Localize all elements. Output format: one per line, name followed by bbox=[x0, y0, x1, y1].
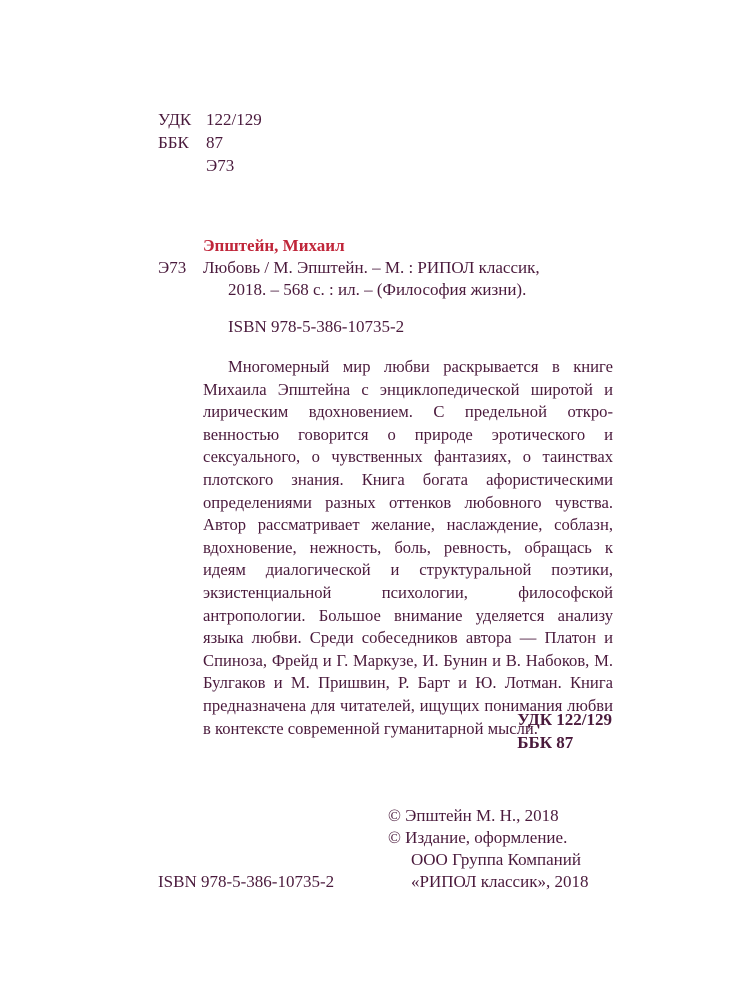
bib-line-1: Любовь / М. Эпштейн. – М. : РИПОЛ классик, bbox=[203, 258, 540, 277]
copyright-line-2: © Издание, оформление. bbox=[388, 828, 568, 847]
copyright-line-1: © Эпштейн М. Н., 2018 bbox=[388, 806, 559, 825]
bbk-row bbox=[158, 131, 262, 154]
isbn-bottom: ISBN 978-5-386-10735-2 bbox=[158, 872, 335, 891]
annotation-paragraph: Многомерный мир любви раскрывается в книге Михаила Эпштейна с энциклопедической широтой и лирическим вдохновением. С предельной откровенностью говорится о природе эротического и сексуального, о чувственных фантазиях, о таинствах плотского знания. Книга богата афористическими определениями разных оттенков любовного чувства. Автор рассматривает желание, наслаждение, соблазн, вдохновение, нежность, боль, ревность, обращась к идеям диалогической и структуральной поэтики, экзистенциальной психологии, философской антропологии. Большое внимание уделяется анализу языка любви. Среди собеседников автора — Платон и Спиноза, Фрейд и Г. Маркузе, И. Бунин и В. Набоков, М. Булгаков и М. Пришвин, Р. Барт и Ю. Лотман. Книга предназначена для читателей, ищущих понимания любви в контексте современной гуманитарной мысли. bbox=[203, 357, 613, 738]
udk-row bbox=[158, 108, 262, 131]
classification-codes-bold bbox=[517, 708, 612, 754]
bbk-value: 87 bbox=[206, 133, 223, 152]
bibliographic-record bbox=[203, 257, 603, 301]
author-name: Эпштейн, Михаил bbox=[203, 236, 345, 255]
classification-codes bbox=[158, 108, 262, 177]
bbk-bold: ББК 87 bbox=[517, 733, 574, 752]
bib-line-2: 2018. – 568 с. : ил. – (Философия жизни). bbox=[228, 280, 527, 299]
bbk-label: ББК bbox=[158, 133, 189, 152]
udk-value: 122/129 bbox=[206, 110, 262, 129]
cutter-code: Э73 bbox=[206, 156, 235, 175]
copyright-block bbox=[388, 805, 588, 893]
bib-cutter-code: Э73 bbox=[158, 258, 187, 277]
copyright-line-4: «РИПОЛ классик», 2018 bbox=[411, 872, 589, 891]
udk-bold: УДК 122/129 bbox=[517, 710, 612, 729]
udk-label: УДК bbox=[158, 110, 192, 129]
isbn-main: ISBN 978-5-386-10735-2 bbox=[228, 317, 405, 336]
copyright-line-3: ООО Группа Компаний bbox=[411, 850, 581, 869]
cutter-row bbox=[158, 154, 262, 177]
